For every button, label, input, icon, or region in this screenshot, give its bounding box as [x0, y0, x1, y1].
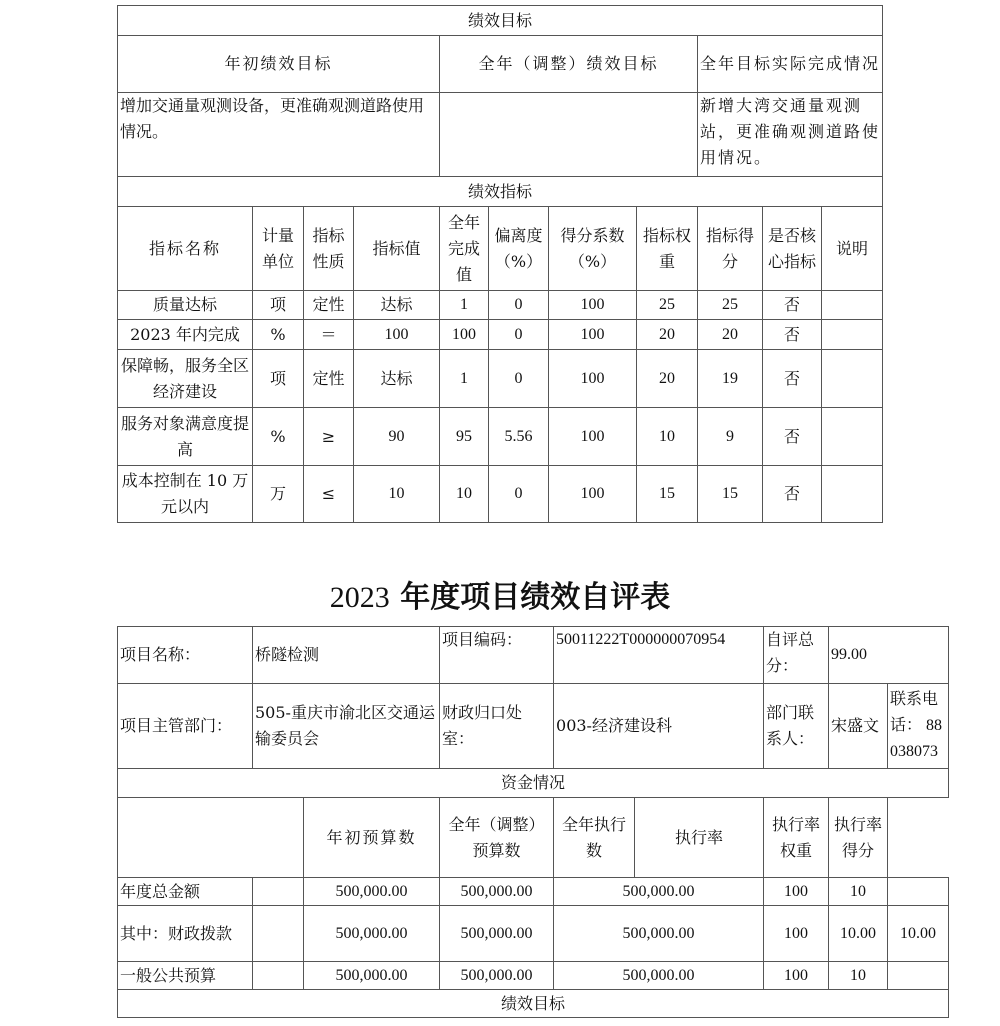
col-annual-executed: 全年执行数 [554, 798, 635, 878]
adjusted-goal-header: 全年（调整）绩效目标 [440, 36, 698, 93]
cell: 100 [549, 466, 637, 523]
cell: 成本控制在 10 万元以内 [118, 466, 253, 523]
cell: 否 [763, 466, 822, 523]
actual-completion-value: 新增大湾交通量观测站，更准确观测道路使用情况。 [698, 93, 883, 177]
col-score-coef: 得分系数（%） [549, 207, 637, 291]
cell: 10.00 [888, 906, 949, 962]
col-exec-rate-score: 执行率得分 [829, 798, 888, 878]
table-row [118, 408, 883, 466]
initial-goal-value: 增加交通量观测设备，更准确观测道路使用情况。 [118, 93, 440, 177]
cell [822, 320, 883, 350]
self-score: 99.00 [829, 627, 949, 684]
project-name-label: 项目名称： [118, 627, 253, 684]
phone [888, 684, 949, 769]
dept-label: 项目主管部门： [118, 684, 253, 769]
table-row [118, 350, 883, 408]
cell: 5.56 [489, 408, 549, 466]
col-initial-budget: 年初预算数 [304, 798, 440, 878]
cell: 定性 [304, 291, 354, 320]
col-unit: 计量单位 [253, 207, 304, 291]
project-name: 桥隧检测 [253, 627, 440, 684]
cell: ≥ [304, 408, 354, 466]
cell: 其中：财政拨款 [118, 906, 253, 962]
cell: 15 [637, 466, 698, 523]
cell: % [253, 408, 304, 466]
table-row [118, 320, 883, 350]
cell: 10 [829, 878, 888, 906]
cell: 500,000.00 [440, 906, 554, 962]
cell [253, 962, 304, 990]
cell: 0 [489, 291, 549, 320]
cell: 否 [763, 408, 822, 466]
contact-label: 部门联系人： [764, 684, 829, 769]
cell: 保障畅，服务全区经济建设 [118, 350, 253, 408]
cell: 10 [354, 466, 440, 523]
cell: 25 [698, 291, 763, 320]
cell: 100 [354, 320, 440, 350]
cell: 100 [549, 350, 637, 408]
cell: 10.00 [829, 906, 888, 962]
cell: 一般公共预算 [118, 962, 253, 990]
cell: 500,000.00 [554, 962, 764, 990]
finance-office: 003-经济建设科 [554, 684, 764, 769]
initial-goal-header: 年初绩效目标 [118, 36, 440, 93]
cell: 100 [764, 962, 829, 990]
cell: 500,000.00 [304, 906, 440, 962]
col-target-value: 指标值 [354, 207, 440, 291]
project-code-label: 项目编码： [440, 627, 554, 684]
phone-label: 联系电话： [890, 691, 939, 734]
cell [822, 291, 883, 320]
cell: 500,000.00 [440, 962, 554, 990]
cell: 100 [764, 878, 829, 906]
contact: 宋盛文 [829, 684, 888, 769]
perf-goal-header: 绩效目标 [118, 6, 883, 36]
cell: 500,000.00 [554, 906, 764, 962]
cell: 20 [637, 320, 698, 350]
actual-completion-header: 全年目标实际完成情况 [698, 36, 883, 93]
table-row [118, 466, 883, 523]
perf-goal-header-2: 绩效目标 [118, 990, 949, 1018]
cell: 10 [829, 962, 888, 990]
adjusted-goal-value [440, 93, 698, 177]
cell: ≤ [304, 466, 354, 523]
cell: 100 [549, 320, 637, 350]
cell: 否 [763, 350, 822, 408]
indicator-header: 绩效指标 [118, 177, 883, 207]
cell: 19 [698, 350, 763, 408]
col-score: 指标得分 [698, 207, 763, 291]
table-row [118, 962, 949, 990]
title-text: 年度项目绩效自评表 [400, 580, 671, 615]
cell [822, 408, 883, 466]
cell: 100 [549, 408, 637, 466]
fund-header: 资金情况 [118, 769, 949, 798]
cell: 9 [698, 408, 763, 466]
cell: 10 [637, 408, 698, 466]
self-evaluation-table [117, 626, 949, 1018]
cell: 100 [440, 320, 489, 350]
col-weight: 指标权重 [637, 207, 698, 291]
col-actual-value: 全年完成值 [440, 207, 489, 291]
cell [253, 906, 304, 962]
cell: 服务对象满意度提高 [118, 408, 253, 466]
cell: 100 [764, 906, 829, 962]
col-exec-rate-weight: 执行率权重 [764, 798, 829, 878]
col-is-core: 是否核心指标 [763, 207, 822, 291]
title-year: 2023 [329, 581, 390, 614]
project-code: 50011222T000000070954 [554, 627, 764, 684]
cell: 项 [253, 291, 304, 320]
cell: 否 [763, 291, 822, 320]
page-title [0, 578, 1000, 618]
phone-value: 88038073 [890, 717, 943, 760]
cell: 15 [698, 466, 763, 523]
cell [822, 350, 883, 408]
table-row [118, 291, 883, 320]
finance-office-label: 财政归口处室： [440, 684, 554, 769]
cell: 年度总金额 [118, 878, 253, 906]
cell: 0 [489, 350, 549, 408]
self-score-label: 自评总分： [764, 627, 829, 684]
cell: % [253, 320, 304, 350]
cell: 500,000.00 [440, 878, 554, 906]
cell: 1 [440, 291, 489, 320]
col-remark: 说明 [822, 207, 883, 291]
cell: 达标 [354, 291, 440, 320]
table-row [118, 878, 949, 906]
cell: 定性 [304, 350, 354, 408]
cell: 项 [253, 350, 304, 408]
cell: 万 [253, 466, 304, 523]
col-indicator-name: 指标名称 [118, 207, 253, 291]
cell: 否 [763, 320, 822, 350]
cell: 10 [440, 466, 489, 523]
cell: 达标 [354, 350, 440, 408]
cell: 质量达标 [118, 291, 253, 320]
cell: 500,000.00 [304, 878, 440, 906]
col-exec-rate: 执行率 [635, 798, 764, 878]
cell: 20 [637, 350, 698, 408]
cell: ＝ [304, 320, 354, 350]
col-adjusted-budget: 全年（调整）预算数 [440, 798, 554, 878]
table-row [118, 906, 949, 962]
cell: 1 [440, 350, 489, 408]
cell: 90 [354, 408, 440, 466]
cell: 95 [440, 408, 489, 466]
cell: 20 [698, 320, 763, 350]
cell: 100 [549, 291, 637, 320]
performance-table [117, 5, 883, 523]
cell: 500,000.00 [304, 962, 440, 990]
cell: 0 [489, 320, 549, 350]
cell [888, 878, 949, 906]
col-nature: 指标性质 [304, 207, 354, 291]
cell: 25 [637, 291, 698, 320]
cell: 500,000.00 [554, 878, 764, 906]
fund-blank-header [118, 798, 304, 878]
cell [888, 962, 949, 990]
cell [253, 878, 304, 906]
dept: 505-重庆市渝北区交通运输委员会 [253, 684, 440, 769]
cell [822, 466, 883, 523]
cell: 2023 年内完成 [118, 320, 253, 350]
cell: 0 [489, 466, 549, 523]
col-deviation: 偏离度（%） [489, 207, 549, 291]
